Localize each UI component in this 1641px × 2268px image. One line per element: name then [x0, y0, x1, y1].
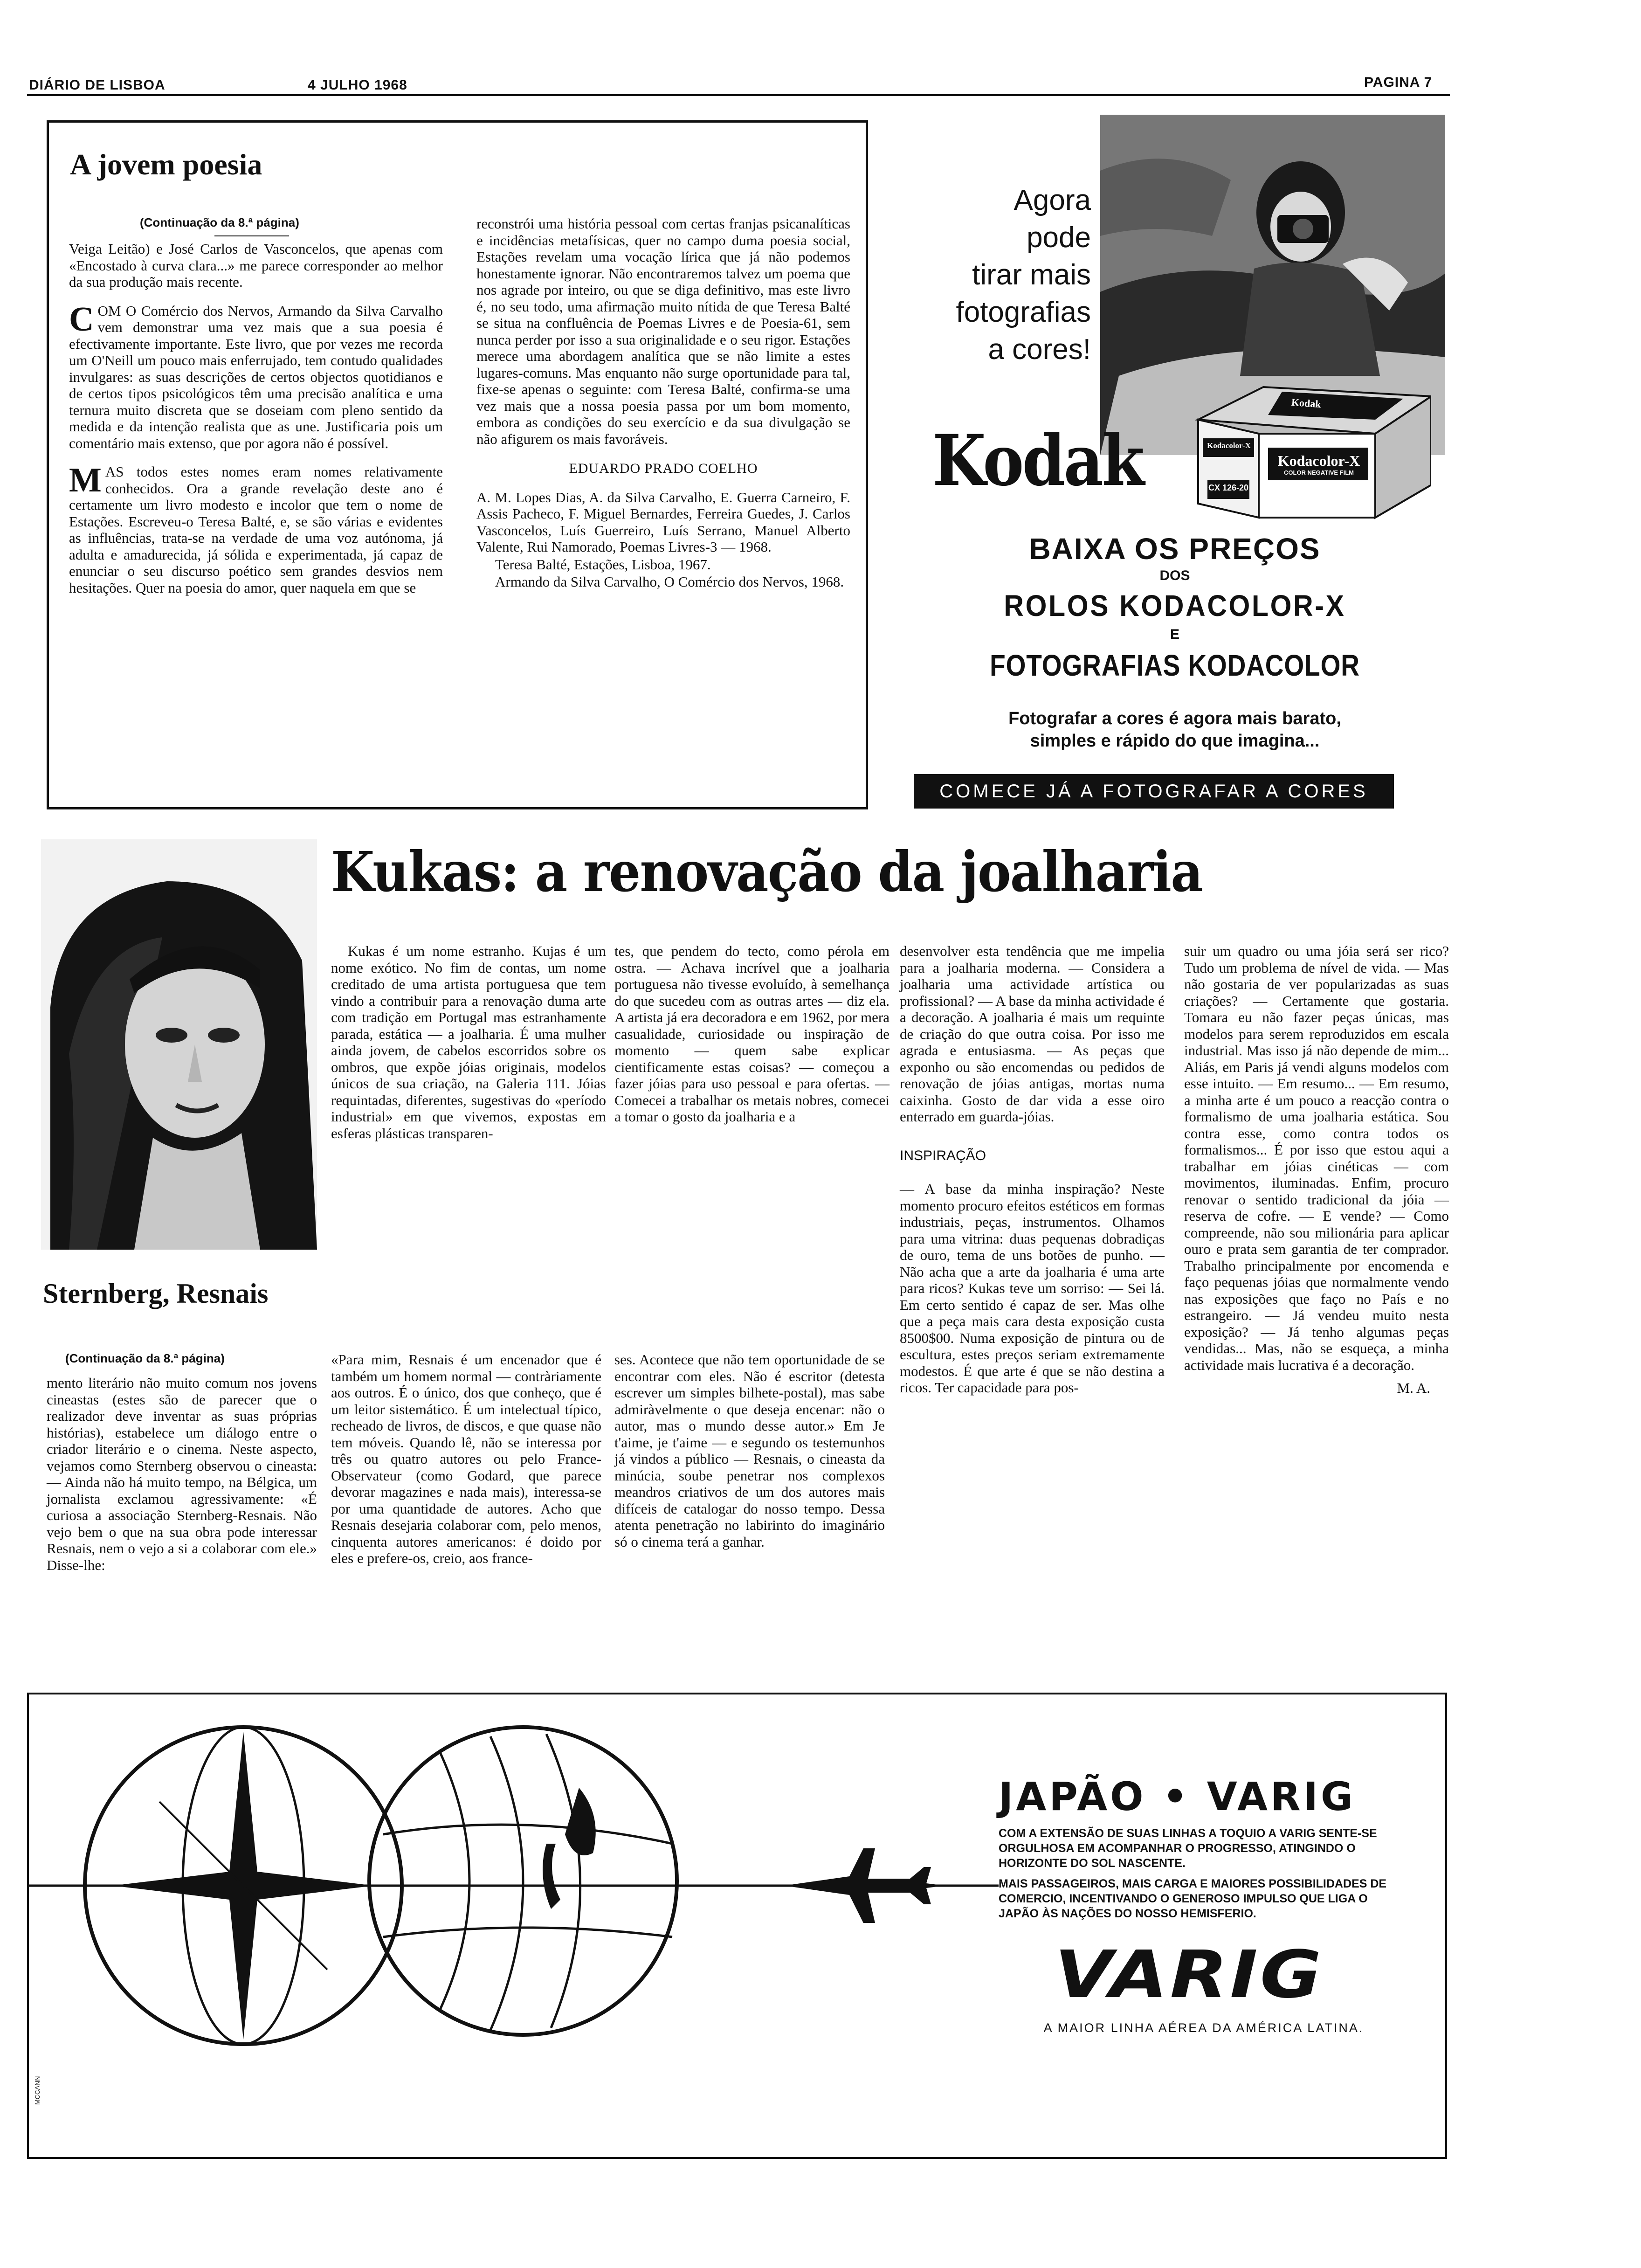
poesia-paragraph: reconstrói uma história pessoal com certas franjas psicanalíticas e incidências metafísicas, quer no campo duma poesia social, Estações revelam uma vocação lírica que já não podemos honestamente ignorar. Não encontraremos talvez um poema que nos agrade por inteiro, ou que se diga definitivo, mas este livro é, no seu todo, uma afirmação muito nítida de que Teresa Balté se situa na confluência de Poemas Livres e de Poesia-61, sem nunca perder por isso a sua originalidade e o seu rigor. Estações merece uma abordagem analítica que se não limite a estes lugares-comuns. Mas enquanto não surge oportunidade para tal, fixe-se apenas o seguinte: com Teresa Balté, confirma-se uma vez mais que a nossa poesia passa por um bom momento, embora as condições do seu exercício e da sua divulgação se não afigurem os mais favoráveis.	[476, 215, 850, 447]
poesia-paragraph: Veiga Leitão) e José Carlos de Vasconcelos, que apenas com «Encostado à curva clara...» me parece corresponder ao melhor da sua produção mais recente.	[69, 241, 443, 290]
poesia-reference: Armando da Silva Carvalho, O Comércio dos Nervos, 1968.	[495, 574, 844, 590]
kukas-text: Kukas é um nome estranho. Kujas é um nome exótico. No fim de contas, um nome creditado de uma artista portuguesa que tem vindo a contribuir para a renovação duma arte com tradição em Portugal mas estranhamente parada, estática — a joalharia. É uma mulher ainda jovem, de cabelos escorridos sobre os ombros, que expõe jóias originais, modelos únicos de sua criação, na Galeria 111. Jóias requintadas, diferentes, sugestivas do «período industrial» em que vivemos, expostas em esferas plásticas transparen-	[331, 943, 606, 1141]
poesia-paragraph: COM O Comércio dos Nervos, Armando da Silva Carvalho vem demonstrar uma vez mais que a sua poesia é efectivamente importante. Este livro, que por vezes me recorda um O'Neill um pouco mais enferrujado, tem contudo qualidades invulgares: as suas descrições de certos objectos quotidianos e de certos tipos psicológicos têm uma precisão analítica e uma ternura muito discreta que se doseiam com pleno sentido da medida e da intenção realista que as une. Justificaria pois um comentário mais extenso, que por agora não é possível.	[69, 300, 443, 451]
globes-and-plane-illustration	[29, 1694, 1446, 2156]
poesia-paragraph: MAS todos estes nomes eram nomes relativamente conhecidos. Ora a grande revelação deste ano é certamente um livro modesto e incolor que tem o nome de Estações. Escreveu-o Teresa Balté, e, se são várias e evidentes as influências, trata-se na verdade de uma voz autónoma, já adulta e amadurecida, já sólida e experimentada, já capaz de enunciar o seu discurso poético sem grandes desvios nem hesitações. Quer na poesia do amor, quer naquela em que se	[69, 461, 443, 596]
kukas-column-4	[1184, 943, 1449, 1397]
masthead-paper: DIÁRIO DE LISBOA	[29, 77, 165, 93]
kukas-text: suir um quadro ou uma jóia será ser rico? Tudo um problema de nível de vida. — Mas não gostaria de ver popularizadas as suas criações? — Certamente que gostaria. Tomara eu não fazer peças únicas, mas modelos para serem reproduzidos em escala industrial. Mas isso já não depende de mim... Aliás, em Paris já vendi alguns modelos com esse intuito. — Em resumo... — Em resumo, a minha arte é um pouco a reacção contra o formalismo de uma joalharia estática. Sou contra esse, como contra todos os formalismos... É por isso que estou aqui a trabalhar em jóias cinéticas — com movimentos, iluminadas. Enfim, procuro renovar o sentido tradicional da jóia — reserva de cofre. — E vende? — Como compreende, não sou milionária para aplicar ouro e prata sem garantia de ter comprador. Trabalho principalmente por encomenda e faço pequenas jóias que normalmente vendo nas exposições que faço no País e no estrangeiro. — Já vendeu muito nesta exposição? — Já tenho algumas peças vendidas... Mas, não se esqueça, a minha actividade mais lucrativa é a decoração.	[1184, 943, 1449, 1373]
sternberg-text: mento literário não muito comum nos jovens cineastas (estes são de parecer que o realizador deve inventar as suas próprias histórias), estabelece um diálogo entre o criador literário e o cinema. Neste aspecto, vejamos como Sternberg observou o cineasta: — Ainda não há muito tempo, na Bélgica, um jornalista exclamou agressivamente: «É curiosa a associação Sternberg-Resnais. Não vejo bem o que na sua obra pode interessar Resnais, nem o vejo a si a colaborar com ele.» Disse-lhe:	[47, 1375, 317, 1573]
masthead-date: 4 JULHO 1968	[308, 77, 407, 93]
poesia-reference: Teresa Balté, Estações, Lisboa, 1967.	[495, 556, 711, 573]
kodak-banner: COMECE JÁ A FOTOGRAFAR A CORES	[914, 774, 1394, 809]
kodak-body-1: Fotografar a cores é agora mais barato,	[1008, 709, 1341, 728]
dropcap: C	[69, 300, 94, 339]
dropcap: M	[69, 461, 102, 499]
kodak-line-1: BAIXA OS PREÇOS	[1029, 532, 1321, 566]
kukas-title: Kukas: a renovação da joalharia	[331, 839, 1203, 904]
box-code: CX 126-20	[1208, 483, 1249, 492]
kukas-text: — A base da minha inspiração? Neste momento procuro efeitos estéticos em formas industriais, peças, instrumentos. Olhamos para uma vitrina: duas pequenas dobradiças de ouro, tema de uns botões de punho. — Não acha que a arte da joalharia é uma arte para ricos? Kukas teve um sorriso: — Sei lá. Em certo sentido é capaz de ser. Mas olhe que a peça mais cara desta exposição custa 8500$00. Numa exposição de pintura ou de escultura, estes preços seriam extremamente modestos. É que arte é que se não destina a ricos. Ter capacidade para pos-	[900, 1181, 1165, 1396]
poesia-title: A jovem poesia	[70, 148, 262, 181]
kukas-column-2	[614, 943, 889, 1126]
kodak-line-2: DOS	[1159, 568, 1190, 583]
box-film: COLOR NEGATIVE FILM	[1284, 469, 1354, 476]
kodak-body-2: simples e rápido do que imagina...	[1030, 731, 1320, 751]
sternberg-text: ses. Acontece que não tem oportunidade de se encontrar com eles. Não é escritor (detesta escrever um simples bilhete-postal), mas sabe admiràvelmente o que deseja encenar: não o autor, mas o mundo desse autor.» Em Je t'aime, je t'aime — e segundo os testemunhos já vindos a público — Resnais, o cineasta da minúcia, soube penetrar nos complexos meandros criativos de um dos autores mais difíceis de catalogar do nosso tempo. Dessa atenta penetração no labirinto do imaginário só o cinema terá a ganhar.	[614, 1351, 885, 1550]
masthead-page: PAGINA 7	[1364, 75, 1433, 90]
kodak-line-3: ROLOS KODACOLOR-X	[1004, 589, 1346, 622]
varig-logo: VARIG	[1055, 1937, 1324, 2013]
kukas-signature: M. A.	[1397, 1380, 1430, 1396]
poesia-column-1	[69, 241, 443, 597]
agency-credit: MCCANN	[34, 2076, 41, 2105]
sternberg-text: «Para mim, Resnais é um encenador que é também um homem normal — contràriamente aos outros. É o único, dos que conheço, que é um leitor sistemático. É um intelectual típico, recheado de livros, de discos, e que quase não tem móveis. Quando lê, não se interessa por três ou quatro autores ou pelo France-Observateur (como Godard, que parece devorar magazines e nada mais), interessa-se por uma quantidade de autores. Acho que Resnais desejaria colaborar com, pelo menos, cinquenta autores americanos: é doido por eles e prefere-os, creio, aos france-	[331, 1351, 601, 1566]
box-side: Kodacolor-X	[1207, 441, 1251, 450]
varig-ad	[27, 1693, 1447, 2159]
varig-paragraph-1: COM A EXTENSÃO DE SUAS LINHAS A TOQUIO A VARIG SENTE-SE ORGULHOSA EM ACOMPANHAR O PROGRESSO, ATINGINDO O HORIZONTE DO SOL NASCENTE.	[999, 1827, 1377, 1870]
kodak-line-4: E	[1170, 627, 1179, 642]
kukas-portrait	[41, 839, 317, 1250]
poesia-author: EDUARDO PRADO COELHO	[569, 461, 758, 476]
sternberg-column-1	[47, 1375, 317, 1574]
box-label: Kodacolor-X	[1277, 452, 1360, 469]
kukas-text: desenvolver esta tendência que me impelia para a joalharia moderna. — Considera a joalharia uma actividade artística ou profissional? — A base da minha actividade é a decoração. A joalharia é mais um requinte de criação do que outra coisa. Por isso me agrada e entusiasma. — As peças que exponho ou são encomendas ou pedidos de renovação de jóias antigas, mortas numa caixinha. Gosto de dar vida a esse oiro enterrado em guarda-jóias.	[900, 943, 1165, 1125]
kukas-column-1	[331, 943, 606, 1142]
varig-title: JAPÃO • VARIG	[999, 1774, 1356, 1819]
kukas-text: tes, que pendem do tecto, como pérola em ostra. — Achava incrível que a joalharia portuguesa não tivesse evoluído, à semelhança do que sucedeu com as outras artes — diz ela. A artista já era decoradora e em 1962, por mera casualidade, curiosidade ou inspiração de momento — quem sabe explicar cientificamente estas coisas? — começou a fazer jóias para uso pessoal e para ofertas. — Comecei a trabalhar os metais nobres, comecei a tomar o gosto da joalharia e a	[614, 943, 889, 1125]
kukas-subhead: INSPIRAÇÃO	[900, 1148, 986, 1163]
varig-paragraph-2: MAIS PASSAGEIROS, MAIS CARGA E MAIORES POSSIBILIDADES DE COMERCIO, INCENTIVANDO O GENEROSO IMPULSO QUE LIGA O JAPÃO ÀS NAÇÕES DO NOSSO HEMISFERIO.	[999, 1877, 1387, 1920]
varig-tagline: A MAIOR LINHA AÉREA DA AMÉRICA LATINA.	[1043, 2021, 1364, 2035]
poesia-continuation: (Continuação da 8.ª página)	[140, 215, 299, 229]
masthead-rule	[27, 94, 1450, 96]
kukas-column-3	[900, 943, 1165, 1397]
poesia-reference: A. M. Lopes Dias, A. da Silva Carvalho, E. Guerra Carneiro, F. Assis Pacheco, F. Miguel Bernardes, Ferreira Guedes, J. Carlos Vasconcelos, Luís Guerreiro, Luís Serrano, Manuel Alberto Valente, Rui Namorado, Poemas Livres-3 — 1968.	[476, 489, 850, 555]
kodak-ad	[904, 112, 1445, 811]
sternberg-column-3	[614, 1351, 885, 1551]
kodak-line-5: FOTOGRAFIAS KODACOLOR	[990, 649, 1360, 682]
kodak-logo: Kodak	[932, 420, 1143, 502]
sternberg-column-2	[331, 1351, 601, 1568]
kodacolor-box	[1189, 378, 1431, 522]
poesia-cont-rule	[214, 235, 289, 236]
kodak-headline: Agora pode tirar mais fotografias a cores!	[956, 184, 1091, 366]
poesia-column-2	[476, 215, 850, 591]
sternberg-continuation: (Continuação da 8.ª página)	[65, 1351, 225, 1365]
sternberg-title: Sternberg, Resnais	[43, 1278, 269, 1309]
box-top-logo: Kodak	[1291, 396, 1322, 410]
